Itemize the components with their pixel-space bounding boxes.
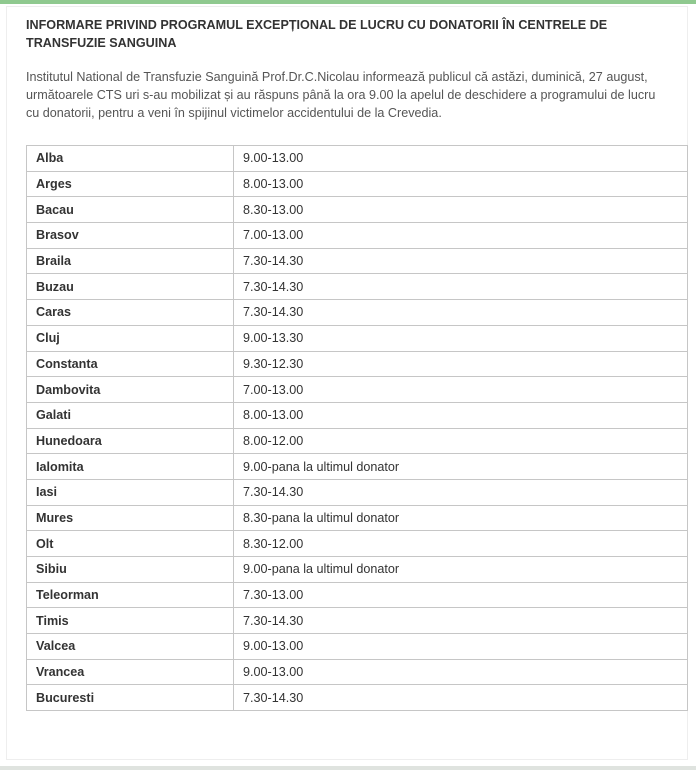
hours-cell: 7.00-13.00 <box>234 223 688 249</box>
table-row <box>27 146 688 172</box>
county-cell: Teleorman <box>27 582 234 608</box>
table-row <box>27 531 688 557</box>
hours-cell: 9.30-12.30 <box>234 351 688 377</box>
county-cell: Braila <box>27 248 234 274</box>
table-row <box>27 402 688 428</box>
county-cell: Bacau <box>27 197 234 223</box>
county-cell: Iasi <box>27 479 234 505</box>
county-cell: Ialomita <box>27 454 234 480</box>
county-cell: Alba <box>27 146 234 172</box>
table-row <box>27 557 688 583</box>
top-accent-rule <box>0 0 696 4</box>
county-cell: Sibiu <box>27 557 234 583</box>
hours-cell: 9.00-13.00 <box>234 634 688 660</box>
hours-cell: 7.30-13.00 <box>234 582 688 608</box>
hours-cell: 8.00-13.00 <box>234 402 688 428</box>
hours-cell: 9.00-13.00 <box>234 659 688 685</box>
hours-cell: 9.00-pana la ultimul donator <box>234 557 688 583</box>
table-row <box>27 300 688 326</box>
table-row <box>27 505 688 531</box>
bottom-rule <box>0 766 696 770</box>
table-row <box>27 685 688 711</box>
county-cell: Bucuresti <box>27 685 234 711</box>
table-row <box>27 197 688 223</box>
county-cell: Timis <box>27 608 234 634</box>
hours-cell: 7.30-14.30 <box>234 685 688 711</box>
hours-cell: 7.30-14.30 <box>234 608 688 634</box>
table-row <box>27 428 688 454</box>
county-cell: Valcea <box>27 634 234 660</box>
county-cell: Galati <box>27 402 234 428</box>
article-intro: Institutul National de Transfuzie Sanguină Prof.Dr.C.Nicolau informează publicul că astăzi, duminică, 27 august, următoarele CTS uri s-au mobilizat și au răspuns până la ora 9.00 la apelul de deschidere a programului de lucru cu donatorii, pentru a veni în spijinul victimelor accidentului de la Crevedia. <box>26 70 656 120</box>
hours-cell: 8.30-12.00 <box>234 531 688 557</box>
table-row <box>27 454 688 480</box>
hours-cell: 8.00-12.00 <box>234 428 688 454</box>
article-body <box>26 16 688 122</box>
table-row <box>27 171 688 197</box>
hours-cell: 8.30-pana la ultimul donator <box>234 505 688 531</box>
table-row <box>27 351 688 377</box>
table-row <box>27 248 688 274</box>
hours-cell: 7.30-14.30 <box>234 300 688 326</box>
hours-cell: 7.00-13.00 <box>234 377 688 403</box>
table-row <box>27 608 688 634</box>
table-row <box>27 223 688 249</box>
county-cell: Olt <box>27 531 234 557</box>
county-cell: Caras <box>27 300 234 326</box>
county-cell: Mures <box>27 505 234 531</box>
table-row <box>27 274 688 300</box>
table-row <box>27 634 688 660</box>
hours-cell: 9.00-pana la ultimul donator <box>234 454 688 480</box>
county-cell: Dambovita <box>27 377 234 403</box>
schedule-table-body <box>27 146 688 711</box>
hours-cell: 7.30-14.30 <box>234 274 688 300</box>
table-row <box>27 377 688 403</box>
table-row <box>27 659 688 685</box>
hours-cell: 8.00-13.00 <box>234 171 688 197</box>
schedule-table <box>26 145 688 711</box>
county-cell: Vrancea <box>27 659 234 685</box>
hours-cell: 7.30-14.30 <box>234 479 688 505</box>
table-row <box>27 582 688 608</box>
hours-cell: 7.30-14.30 <box>234 248 688 274</box>
county-cell: Brasov <box>27 223 234 249</box>
article-title: INFORMARE PRIVIND PROGRAMUL EXCEPȚIONAL DE LUCRU CU DONATORII ÎN CENTRELE DE TRANSFUZIE SANGUINA <box>26 18 608 50</box>
table-row <box>27 325 688 351</box>
county-cell: Constanta <box>27 351 234 377</box>
county-cell: Hunedoara <box>27 428 234 454</box>
county-cell: Arges <box>27 171 234 197</box>
county-cell: Cluj <box>27 325 234 351</box>
hours-cell: 9.00-13.30 <box>234 325 688 351</box>
hours-cell: 9.00-13.00 <box>234 146 688 172</box>
hours-cell: 8.30-13.00 <box>234 197 688 223</box>
county-cell: Buzau <box>27 274 234 300</box>
table-row <box>27 479 688 505</box>
